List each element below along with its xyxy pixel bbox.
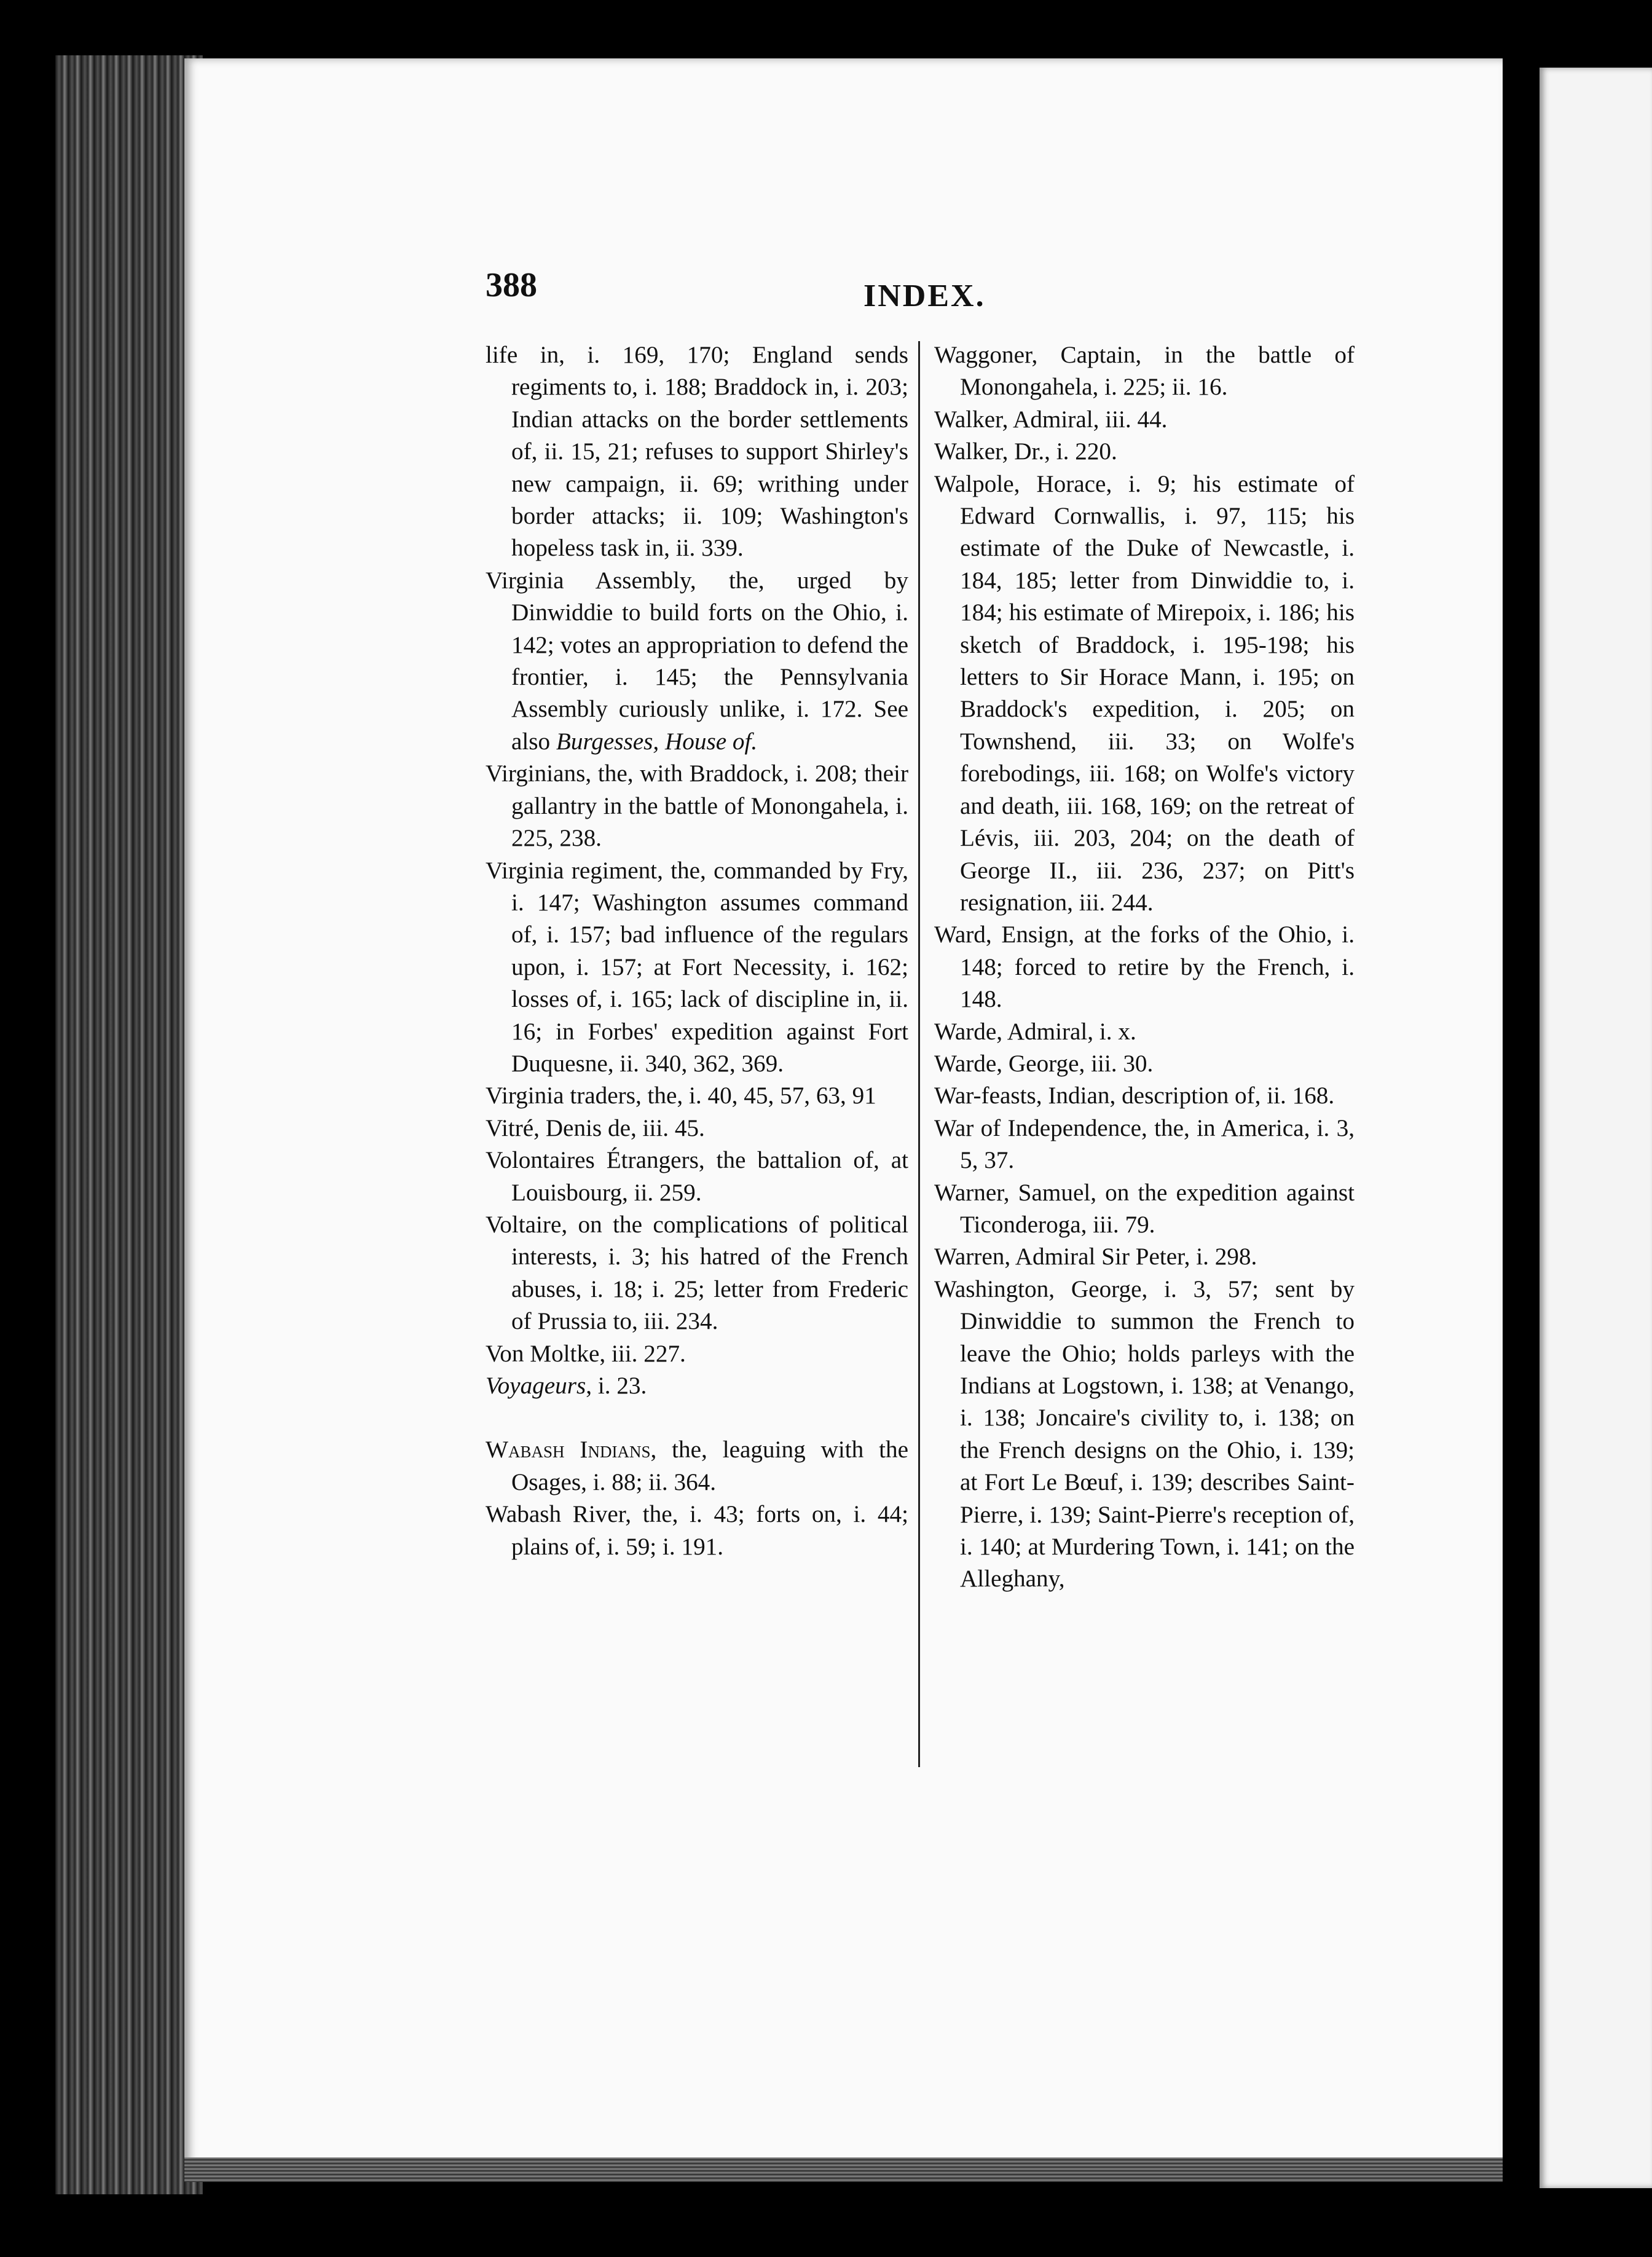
column-divider	[918, 341, 920, 1767]
page-title: INDEX.	[863, 278, 986, 313]
entry-text: , the, leaguing with the Osages, i. 88; ii. 364.	[511, 1436, 909, 1495]
index-entry	[486, 1113, 908, 1144]
entry-text: Virginia regiment, the, commanded by Fry, i. 147; Washington assumes command of, i. 157; bad influence of the regulars upon, i. 157; at Fort Necessity, i. 162; losses of, i. 165; lack of discipline in, ii. 16; in Forbes' expedition against Fort Duquesne, ii. 340, 362, 369.	[486, 857, 908, 1077]
book-spine	[55, 55, 203, 2194]
entry-text: War of Independence, the, in America, i. 3, 5, 37.	[934, 1114, 1355, 1174]
entry-text: Wabash River, the, i. 43; forts on, i. 44; plains of, i. 59; i. 191.	[486, 1501, 908, 1560]
entry-heading: Voyageurs	[486, 1373, 586, 1399]
index-entry	[486, 1209, 908, 1338]
entry-text: Walker, Admiral, iii. 44.	[934, 406, 1168, 433]
index-entry	[486, 758, 908, 854]
index-entry	[934, 339, 1355, 404]
entry-text: Virginia Assembly, the, urged by Dinwiddie to build forts on the Ohio, i. 142; votes an appropriation to defend the frontier, i. 145; the Pennsylvania Assembly curiously unlike, i. 172. See also	[486, 567, 908, 755]
entry-text: Walker, Dr., i. 220.	[934, 438, 1117, 465]
index-entry	[486, 1080, 908, 1112]
index-entry	[934, 1080, 1355, 1112]
index-column-left	[486, 339, 908, 1563]
entry-text: Volontaires Étrangers, the battalion of, at Louisbourg, ii. 259.	[486, 1147, 908, 1206]
page-edge	[184, 2157, 1503, 2182]
facing-page-edge	[1540, 68, 1652, 2188]
index-entry	[934, 468, 1355, 920]
index-entry	[486, 1370, 908, 1402]
index-entry	[934, 1016, 1355, 1048]
index-entry	[934, 436, 1355, 468]
index-entry	[934, 919, 1355, 1015]
entry-text: Vitré, Denis de, iii. 45.	[486, 1114, 705, 1141]
index-entry	[486, 1338, 908, 1370]
entry-text: War-feasts, Indian, description of, ii. 168.	[934, 1082, 1335, 1109]
index-entry	[934, 1274, 1355, 1596]
index-column-right	[934, 339, 1355, 1596]
index-entry	[934, 404, 1355, 436]
entry-text: Waggoner, Captain, in the battle of Monongahela, i. 225; ii. 16.	[934, 342, 1355, 401]
index-entry	[934, 1177, 1355, 1242]
entry-text: Warren, Admiral Sir Peter, i. 298.	[934, 1243, 1257, 1270]
entry-text: Warde, George, iii. 30.	[934, 1050, 1154, 1077]
entry-text: Washington, George, i. 3, 57; sent by Dinwiddie to summon the French to leave the Ohio; holds parleys with the Indians at Logstown, i. 138; at Venango, i. 138; Joncaire's civility to, i. 138; on the French designs on the Ohio, i. 139; at Fort Le Bœuf, i. 139; describes Saint-Pierre, i. 139; Saint-Pierre's reception of, i. 140; at Murdering Town, i. 141; on the Alleghany,	[934, 1275, 1355, 1593]
index-entry	[934, 1048, 1355, 1080]
entry-text: Von Moltke, iii. 227.	[486, 1340, 686, 1367]
index-entry	[486, 1499, 908, 1563]
entry-text: Virginia traders, the, i. 40, 45, 57, 63, 91	[486, 1082, 876, 1109]
index-entry	[934, 1113, 1355, 1177]
entry-cross-reference: Burgesses, House of.	[556, 728, 758, 755]
index-entry	[486, 855, 908, 1081]
entry-text: Walpole, Horace, i. 9; his estimate of Edward Cornwallis, i. 97, 115; his estimate of the Duke of Newcastle, i. 184, 185; letter from Dinwiddie to, i. 184; his estimate of Mirepoix, i. 186; his sketch of Braddock, i. 195-198; his letters to Sir Horace Mann, i. 195; on Braddock's expedition, i. 205; on Townshend, iii. 33; on Wolfe's forebodings, iii. 168; on Wolfe's victory and death, iii. 168, 169; on the retreat of Lévis, iii. 203, 204; on the death of George II., iii. 236, 237; on Pitt's resignation, iii. 244.	[934, 470, 1355, 916]
entry-text: Warner, Samuel, on the expedition against Ticonderoga, iii. 79.	[934, 1179, 1355, 1238]
entry-text: Warde, Admiral, i. x.	[934, 1018, 1136, 1045]
entry-text: , i. 23.	[586, 1373, 647, 1399]
page-number: 388	[486, 266, 537, 304]
entry-text: life in, i. 169, 170; England sends regiments to, i. 188; Braddock in, i. 203; Indian attacks on the border settlements of, ii. 15, 21; refuses to support Shirley's new campaign, ii. 69; writhing under border attacks; ii. 109; Washington's hopeless task in, ii. 339.	[486, 342, 908, 562]
entry-text: Ward, Ensign, at the forks of the Ohio, i. 148; forced to retire by the French, i. 148.	[934, 921, 1355, 1013]
index-entry	[486, 339, 908, 565]
index-entry	[486, 565, 908, 758]
entry-text: Virginians, the, with Braddock, i. 208; their gallantry in the battle of Monongahela, i. 225, 238.	[486, 760, 908, 852]
index-entry	[486, 1434, 908, 1499]
index-entry	[486, 1144, 908, 1209]
index-entry	[934, 1241, 1355, 1273]
entry-heading: Wabash Indians	[486, 1436, 651, 1463]
entry-text: Voltaire, on the complications of political interests, i. 3; his hatred of the French abuses, i. 18; i. 25; letter from Frederic of Prussia to, iii. 234.	[486, 1211, 908, 1335]
